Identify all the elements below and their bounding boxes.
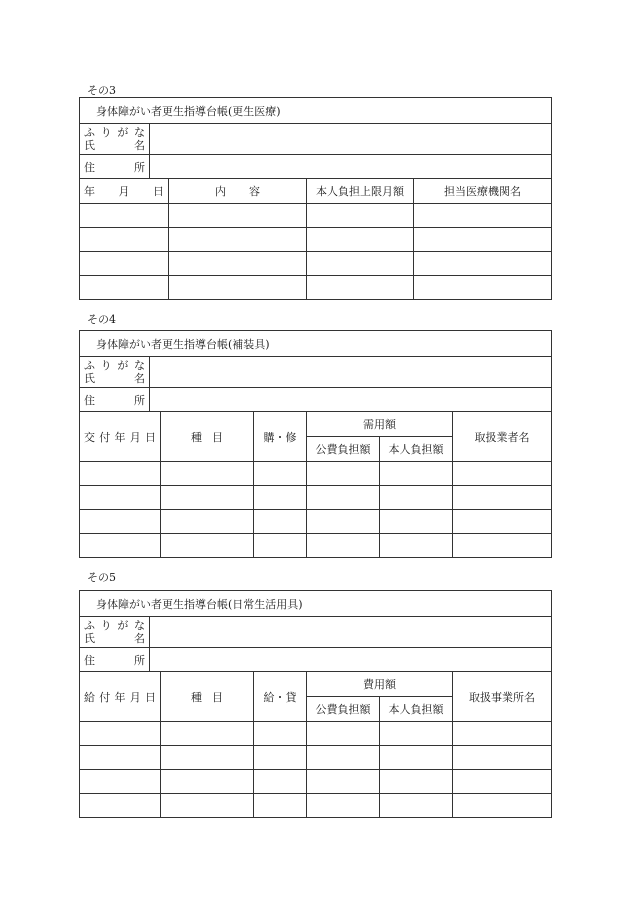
cell[interactable] [169, 276, 307, 300]
cell[interactable] [414, 204, 552, 228]
address-field[interactable] [150, 648, 552, 672]
cell[interactable] [453, 510, 552, 534]
cell[interactable] [254, 746, 307, 770]
cell[interactable] [169, 252, 307, 276]
cell[interactable] [254, 462, 307, 486]
cell[interactable] [254, 770, 307, 794]
cell[interactable] [161, 794, 254, 818]
ledger-table-daily-living [79, 590, 552, 818]
header-public-cost: 公費負担額 [307, 437, 380, 462]
cell[interactable] [380, 534, 453, 558]
cell[interactable] [161, 746, 254, 770]
cell[interactable] [307, 252, 414, 276]
cell[interactable] [414, 228, 552, 252]
name-label: ふ り が な 氏 名 [80, 617, 150, 648]
cell[interactable] [453, 486, 552, 510]
cell[interactable] [161, 534, 254, 558]
cell[interactable] [307, 746, 380, 770]
cell[interactable] [80, 276, 169, 300]
cell[interactable] [254, 486, 307, 510]
header-date: 交 付 年 月 日 [80, 412, 161, 462]
section-label-3: その3 [87, 84, 116, 97]
header-content: 内 容 [169, 179, 307, 204]
cell[interactable] [307, 770, 380, 794]
name-label: ふ り が な 氏 名 [80, 357, 150, 388]
header-mode: 購・修 [254, 412, 307, 462]
cell[interactable] [307, 228, 414, 252]
name-field[interactable] [150, 124, 552, 155]
cell[interactable] [169, 204, 307, 228]
table-title: 身体障がい者更生指導台帳(補装具) [80, 331, 552, 357]
cell[interactable] [161, 462, 254, 486]
cell[interactable] [414, 252, 552, 276]
header-vendor: 取扱事業所名 [453, 672, 552, 722]
header-limit: 本人負担上限月額 [307, 179, 414, 204]
header-self-cost: 本人負担額 [380, 437, 453, 462]
cell[interactable] [307, 722, 380, 746]
cell[interactable] [453, 770, 552, 794]
address-label: 住 所 [80, 155, 150, 179]
cell[interactable] [380, 510, 453, 534]
cell[interactable] [254, 722, 307, 746]
cell[interactable] [80, 534, 161, 558]
cell[interactable] [380, 794, 453, 818]
cell[interactable] [161, 770, 254, 794]
cell[interactable] [80, 510, 161, 534]
cell[interactable] [307, 204, 414, 228]
cell[interactable] [80, 228, 169, 252]
header-vendor: 取扱業者名 [453, 412, 552, 462]
cell[interactable] [453, 722, 552, 746]
cell[interactable] [80, 794, 161, 818]
cell[interactable] [80, 462, 161, 486]
name-field[interactable] [150, 357, 552, 388]
address-label: 住 所 [80, 648, 150, 672]
cell[interactable] [80, 486, 161, 510]
table-title: 身体障がい者更生指導台帳(日常生活用具) [80, 591, 552, 617]
cell[interactable] [453, 746, 552, 770]
cell[interactable] [380, 770, 453, 794]
cell[interactable] [161, 510, 254, 534]
name-field[interactable] [150, 617, 552, 648]
cell[interactable] [380, 486, 453, 510]
cell[interactable] [380, 722, 453, 746]
cell[interactable] [453, 794, 552, 818]
header-mode: 給・貸 [254, 672, 307, 722]
header-date: 年 月 日 [80, 179, 169, 204]
cell[interactable] [161, 486, 254, 510]
cell[interactable] [254, 510, 307, 534]
cell[interactable] [307, 794, 380, 818]
cell[interactable] [307, 534, 380, 558]
cell[interactable] [307, 462, 380, 486]
cell[interactable] [80, 204, 169, 228]
cell[interactable] [307, 486, 380, 510]
cell[interactable] [161, 722, 254, 746]
header-self-cost: 本人負担額 [380, 697, 453, 722]
table-title: 身体障がい者更生指導台帳(更生医療) [80, 98, 552, 124]
name-label: ふ り が な 氏 名 [80, 124, 150, 155]
header-date: 給 付 年 月 日 [80, 672, 161, 722]
header-public-cost: 公費負担額 [307, 697, 380, 722]
section-label-5: その5 [87, 571, 116, 584]
cell[interactable] [254, 794, 307, 818]
header-hospital: 担当医療機関名 [414, 179, 552, 204]
cell[interactable] [80, 722, 161, 746]
address-field[interactable] [150, 388, 552, 412]
ledger-table-medical [79, 97, 552, 300]
cell[interactable] [254, 534, 307, 558]
section-label-4: その4 [87, 313, 116, 326]
cell[interactable] [453, 534, 552, 558]
cell[interactable] [414, 276, 552, 300]
header-type: 種 目 [161, 672, 254, 722]
cell[interactable] [307, 510, 380, 534]
cell[interactable] [80, 746, 161, 770]
cell[interactable] [169, 228, 307, 252]
cell[interactable] [80, 770, 161, 794]
address-field[interactable] [150, 155, 552, 179]
ledger-table-prosthetics [79, 330, 552, 558]
header-amount: 費用額 [307, 672, 453, 697]
cell[interactable] [307, 276, 414, 300]
cell[interactable] [380, 746, 453, 770]
header-amount: 需用額 [307, 412, 453, 437]
address-label: 住 所 [80, 388, 150, 412]
header-type: 種 目 [161, 412, 254, 462]
cell[interactable] [380, 462, 453, 486]
cell[interactable] [453, 462, 552, 486]
cell[interactable] [80, 252, 169, 276]
